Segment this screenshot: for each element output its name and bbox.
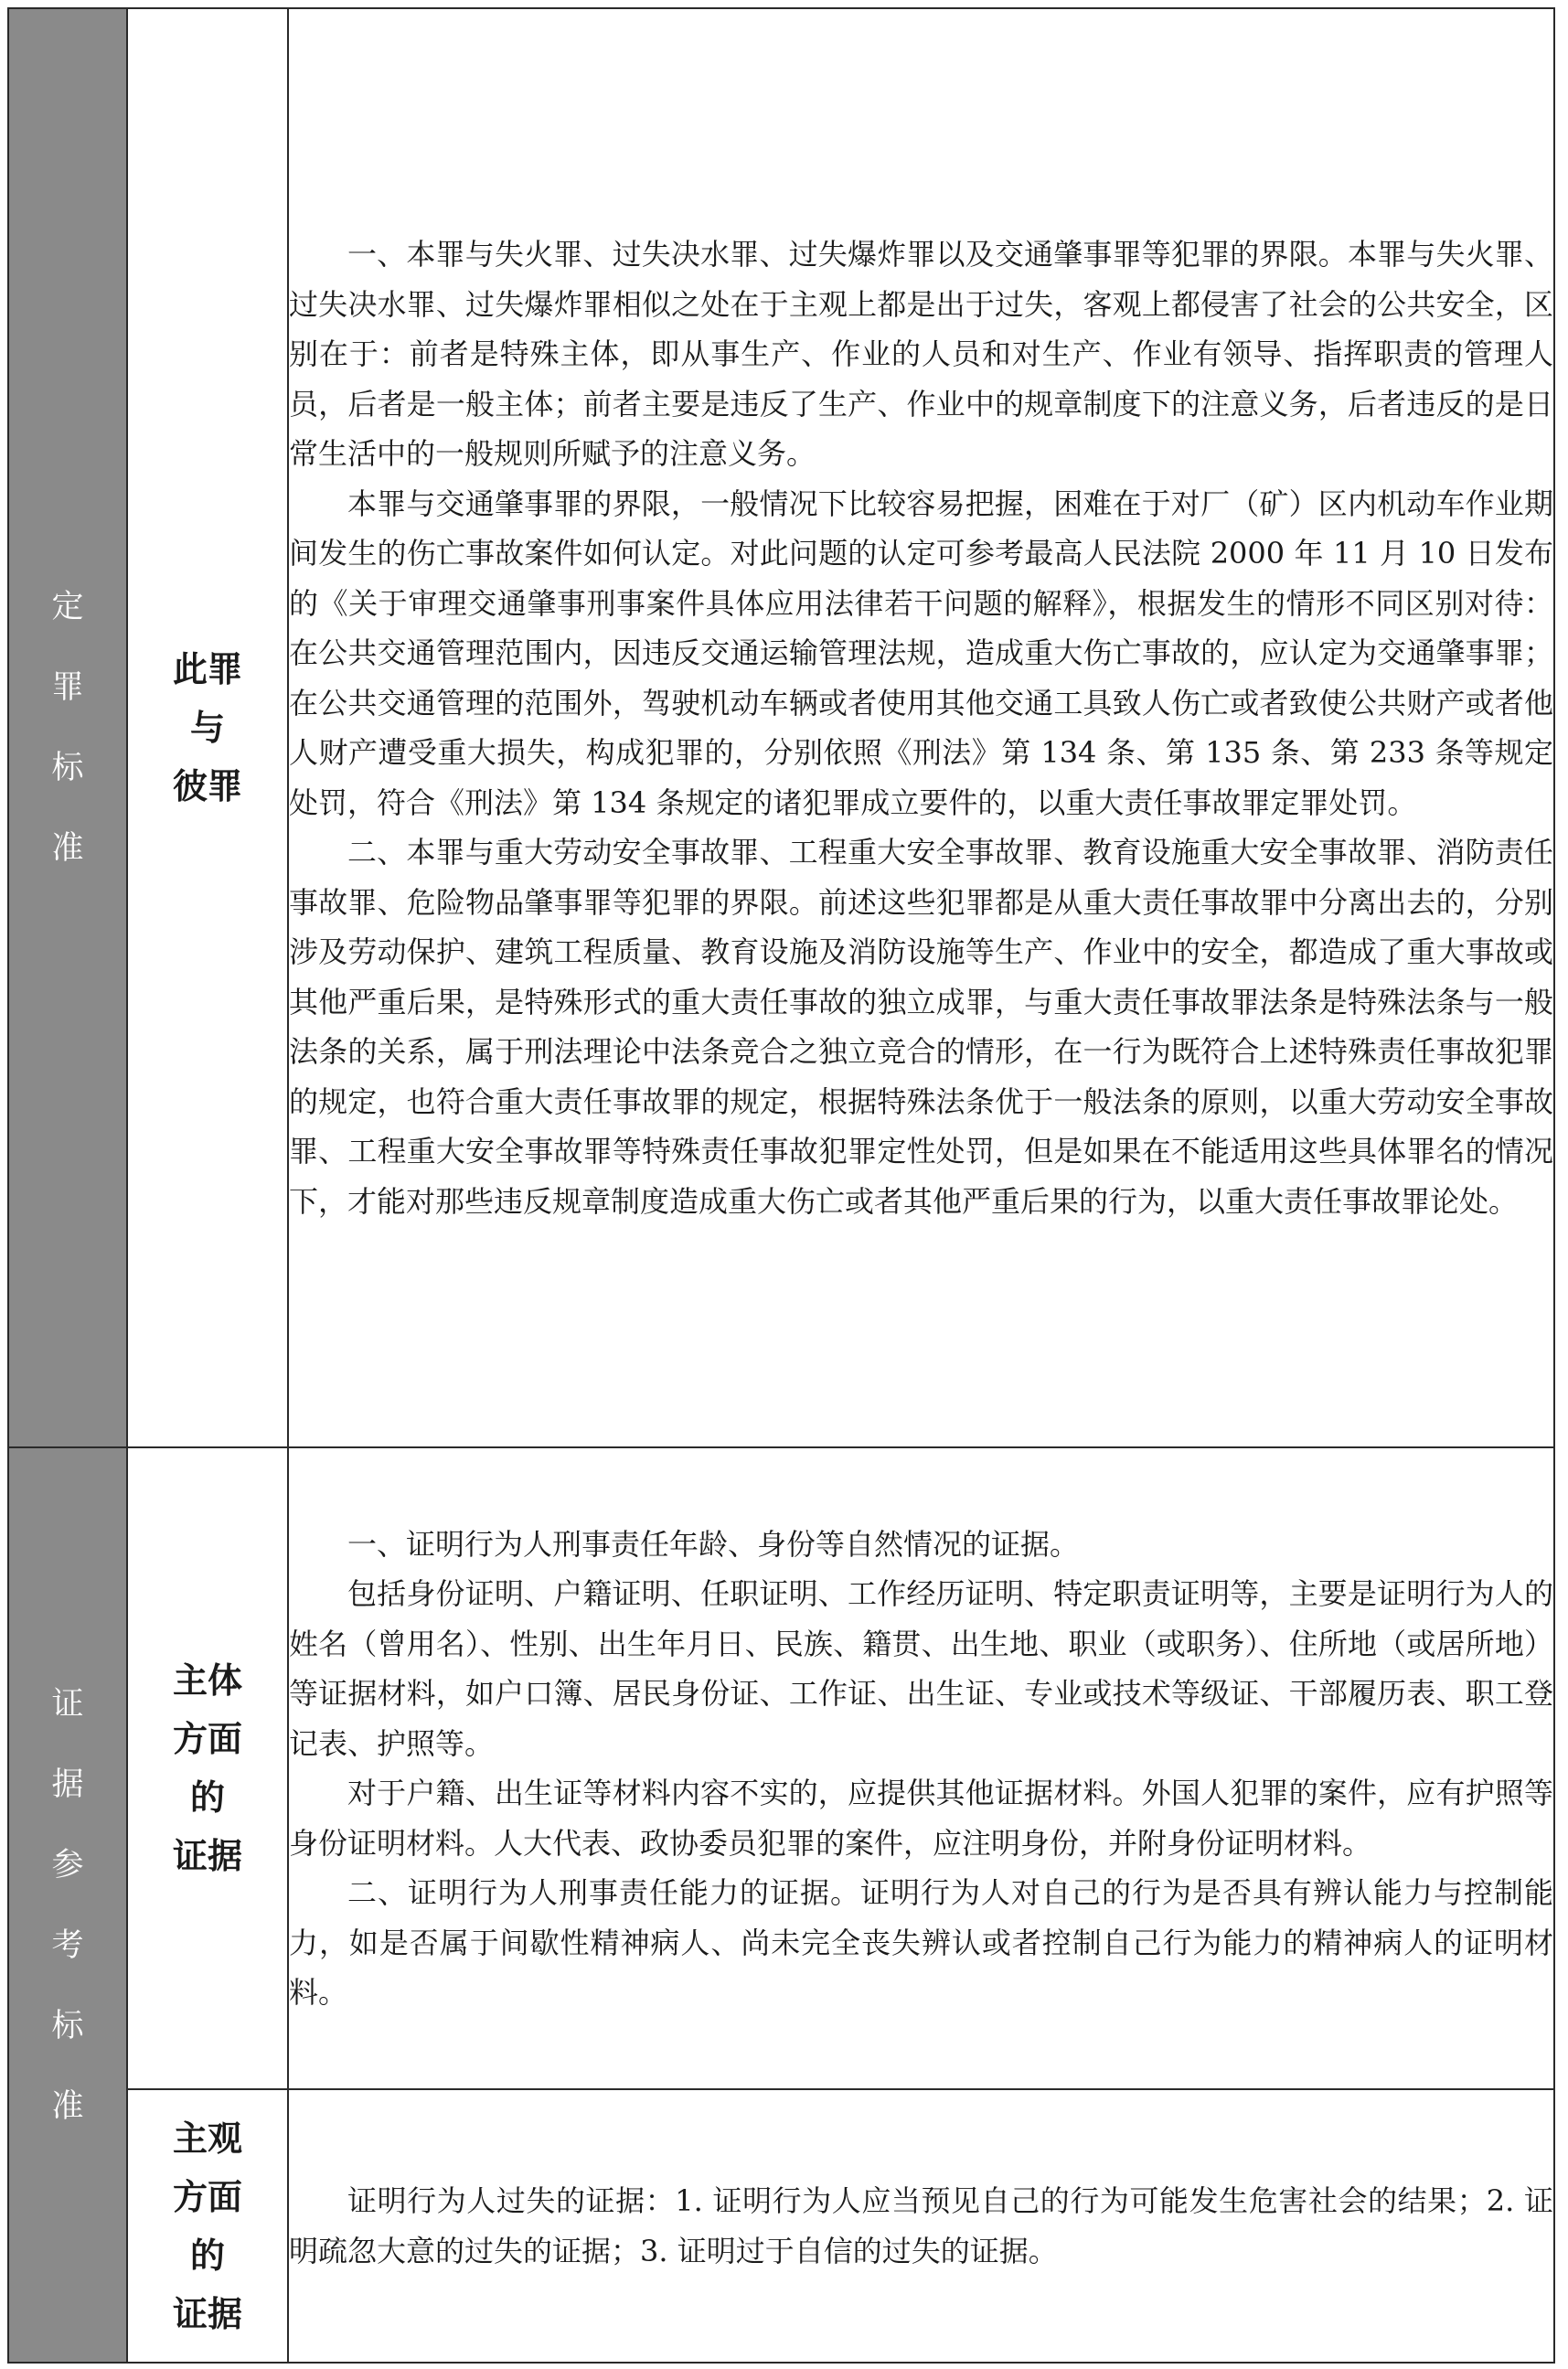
paragraph: 二、证明行为人刑事责任能力的证据。证明行为人对自己的行为是否具有辨认能力与控制能力，如是否属于间歇性精神病人、尚未完全丧失辨认或者控制自己行为能力的精神病人的证明材料。 bbox=[289, 1875, 1553, 2010]
section-char: 考 bbox=[51, 1926, 84, 1964]
subhead-line: 主观 bbox=[172, 2118, 242, 2159]
section-char: 定 bbox=[51, 589, 84, 625]
section-char: 准 bbox=[51, 2087, 84, 2125]
section-label-evidence-reference-standard bbox=[8, 1447, 127, 2363]
section-char: 据 bbox=[51, 1766, 84, 1803]
subhead-line: 的 bbox=[189, 2235, 225, 2276]
section-char: 准 bbox=[51, 830, 84, 867]
subhead-line: 证据 bbox=[172, 2293, 242, 2334]
subhead-line: 方面 bbox=[172, 2176, 242, 2217]
section-char: 证 bbox=[51, 1685, 84, 1723]
paragraph: 对于户籍、出生证等材料内容不实的，应提供其他证据材料。外国人犯罪的案件，应有护照等身份证明材料。人大代表、政协委员犯罪的案件，应注明身份，并附身份证明材料。 bbox=[289, 1776, 1553, 1861]
paragraph: 包括身份证明、户籍证明、任职证明、工作经历证明、特定职责证明等，主要是证明行为人的姓名（曾用名）、性别、出生年月日、民族、籍贯、出生地、职业（或职务）、住所地（或居所地）等证据材料，如户口簿、居民身份证、工作证、出生证、专业或技术等级证、干部履历表、职工登记表、护照等。 bbox=[289, 1576, 1553, 1761]
subhead-subject-evidence bbox=[127, 1447, 288, 2089]
table-row-subject-evidence bbox=[8, 1447, 1554, 2089]
criteria-table bbox=[7, 7, 1555, 2364]
paragraph: 本罪与交通肇事罪的界限，一般情况下比较容易把握，困难在于对厂（矿）区内机动车作业期间发生的伤亡事故案件如何认定。对此问题的认定可参考最高人民法院 2000 年 11 月 10 日发布的《关于审理交通肇事刑事案件具体应用法律若干问题的解释》，根据发生的情形不同区别对待：在公共交通管理范围内，因违反交通运输管理法规，造成重大伤亡事故的，应认定为交通肇事罪；在公共交通管理的范围外，驾驶机动车辆或者使用其他交通工具致人伤亡或者致使公共财产或者他人财产遭受重大损失，构成犯罪的，分别依照《刑法》第 134 条、第 135 条、第 233 条等规定处罚，符合《刑法》第 134 条规定的诸犯罪成立要件的，以重大责任事故罪定罪处罚。 bbox=[289, 486, 1553, 820]
section-label-conviction-standard bbox=[8, 8, 127, 1447]
table-row-subjective-evidence bbox=[8, 2089, 1554, 2363]
content-cell-subject-evidence bbox=[288, 1447, 1554, 2089]
paragraph: 一、本罪与失火罪、过失决水罪、过失爆炸罪以及交通肇事罪等犯罪的界限。本罪与失火罪、过失决水罪、过失爆炸罪相似之处在于主观上都是出于过失，客观上都侵害了社会的公共安全，区别在于：前者是特殊主体，即从事生产、作业的人员和对生产、作业有领导、指挥职责的管理人员，后者是一般主体；前者主要是违反了生产、作业中的规章制度下的注意义务，后者违反的是日常生活中的一般规则所赋予的注意义务。 bbox=[289, 237, 1553, 471]
paragraph: 证明行为人过失的证据：1. 证明行为人应当预见自己的行为可能发生危害社会的结果；2. 证明疏忽大意的过失的证据；3. 证明过于自信的过失的证据。 bbox=[289, 2183, 1553, 2268]
subhead-line: 证据 bbox=[172, 1836, 242, 1876]
section-char: 参 bbox=[51, 1846, 84, 1883]
subhead-subjective-evidence bbox=[127, 2089, 288, 2363]
content-cell-crime-distinction bbox=[288, 8, 1554, 1447]
subhead-line: 与 bbox=[189, 708, 225, 748]
subhead-this-crime-vs-other bbox=[127, 8, 288, 1447]
subhead-line: 此罪 bbox=[172, 649, 242, 689]
content-cell-subjective-evidence bbox=[288, 2089, 1554, 2363]
paragraph: 二、本罪与重大劳动安全事故罪、工程重大安全事故罪、教育设施重大安全事故罪、消防责任事故罪、危险物品肇事罪等犯罪的界限。前述这些犯罪都是从重大责任事故罪中分离出去的，分别涉及劳动保护、建筑工程质量、教育设施及消防设施等生产、作业中的安全，都造成了重大事故或其他严重后果，是特殊形式的重大责任事故的独立成罪，与重大责任事故罪法条是特殊法条与一般法条的关系，属于刑法理论中法条竞合之独立竞合的情形，在一行为既符合上述特殊责任事故犯罪的规定，也符合重大责任事故罪的规定，根据特殊法条优于一般法条的原则，以重大劳动安全事故罪、工程重大安全事故罪等特殊责任事故犯罪定性处罚，但是如果在不能适用这些具体罪名的情况下，才能对那些违反规章制度造成重大伤亡或者其他严重后果的行为，以重大责任事故罪论处。 bbox=[289, 835, 1553, 1219]
subhead-line: 主体 bbox=[172, 1660, 242, 1701]
subhead-line: 方面 bbox=[172, 1719, 242, 1759]
section-char: 标 bbox=[51, 2007, 84, 2044]
paragraph: 一、证明行为人刑事责任年龄、身份等自然情况的证据。 bbox=[347, 1526, 1080, 1562]
section-char: 罪 bbox=[51, 669, 84, 706]
subhead-line: 彼罪 bbox=[172, 766, 242, 806]
section-char: 标 bbox=[51, 750, 84, 786]
table-row-crime-distinction bbox=[8, 8, 1554, 1447]
subhead-line: 的 bbox=[189, 1777, 225, 1818]
